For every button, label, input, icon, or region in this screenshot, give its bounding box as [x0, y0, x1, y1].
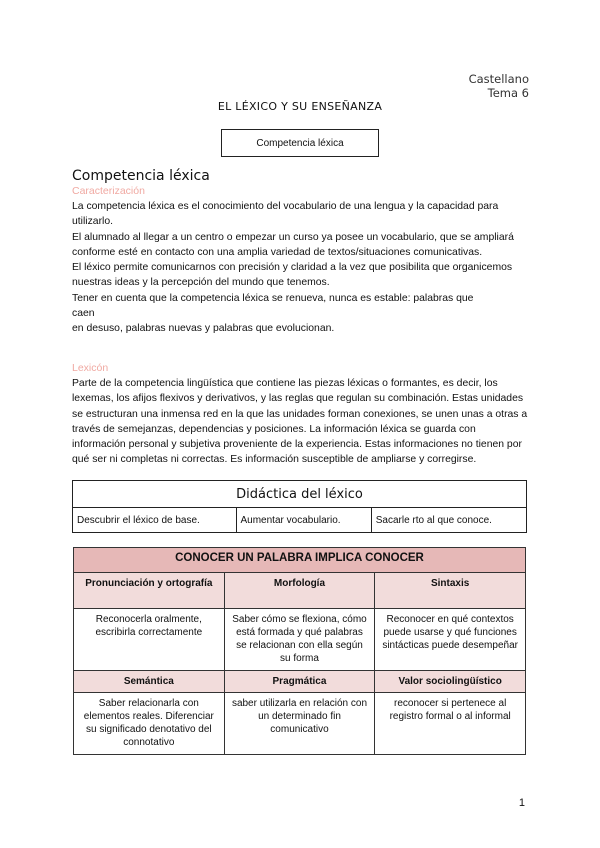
table-cell: saber utilizarla en relación con un determinado fin comunicativo: [224, 693, 375, 755]
column-header: Sintaxis: [375, 573, 526, 609]
table-cell: Aumentar vocabulario.: [236, 508, 371, 533]
boxed-label: Competencia léxica: [221, 129, 379, 157]
paragraph: El léxico permite comunicarnos con precisión y claridad a la vez que posibilita que organicemos nuestras ideas y la percepción del mundo que tenemos.: [72, 262, 513, 289]
column-header: Pronunciación y ortografía: [74, 573, 225, 609]
column-header: Morfología: [224, 573, 375, 609]
paragraph: La competencia léxica es el conocimiento del vocabulario de una lengua y la capacidad para utilizarlo.: [72, 201, 499, 228]
conocer-table: [73, 547, 526, 755]
table-cell: Descubrir el léxico de base.: [73, 508, 237, 533]
table-cell: Reconocer en qué contextos puede usarse y qué funciones sintácticas puede desempeñar: [375, 609, 526, 671]
column-header: Semántica: [74, 671, 225, 693]
table-cell: reconocer si pertenece al registro formal o al informal: [375, 693, 526, 755]
section-title: Competencia léxica: [72, 168, 210, 184]
conocer-title: CONOCER UN PALABRA IMPLICA CONOCER: [74, 548, 526, 573]
table-cell: Saber relacionarla con elementos reales. Diferenciar su significado denotativo del connotativo: [74, 693, 225, 755]
didactica-title: Didáctica del léxico: [73, 481, 527, 508]
subheading-lexicon: Lexicón: [72, 362, 109, 374]
column-header: Pragmática: [224, 671, 375, 693]
subject: Castellano: [468, 72, 529, 86]
column-header: Valor sociolingüístico: [375, 671, 526, 693]
paragraph: en desuso, palabras nuevas y palabras que evolucionan.: [72, 323, 335, 335]
table-cell: Saber cómo se flexiona, cómo está formada y qué palabras se relacionan con ella según su forma: [224, 609, 375, 671]
paragraph: El alumnado al llegar a un centro o empezar un curso ya posee un vocabulario, que se ampliará conforme esté en contacto con una amplia variedad de textos/situaciones comunicativas.: [72, 231, 514, 258]
page-number: 1: [518, 797, 525, 809]
page-header: [469, 72, 529, 100]
subheading-caracterizacion: Caracterización: [72, 185, 145, 197]
paragraph: Tener en cuenta que la competencia léxica se renueva, nunca es estable: palabras que caen: [72, 292, 474, 320]
table-cell: Sacarle rto al que conoce.: [371, 508, 526, 533]
table-cell: Reconocerla oralmente, escribirla correctamente: [74, 609, 225, 671]
caracterizacion-text: [72, 199, 532, 337]
topic: Tema 6: [487, 86, 529, 100]
lexicon-text: Parte de la competencia lingüística que contiene las piezas léxicas o formantes, es decir, los lexemas, los afijos flexivos y derivativos, y las reglas que regulan su combinación. Estas unidades se estructuran una inmensa red en la que las unidades forman conexiones, se unen unas a otras a través de semejanzas, dependencias y posiciones. La información léxica se guarda con información personal y subjetiva proveniente de la experiencia. Estas informaciones no tienen por qué ser ni completas ni correctas. Es información susceptible de ampliarse y corregirse.: [72, 378, 528, 466]
document-title: EL LÉXICO Y SU ENSEÑANZA: [217, 100, 383, 113]
didactica-table: [72, 480, 527, 533]
